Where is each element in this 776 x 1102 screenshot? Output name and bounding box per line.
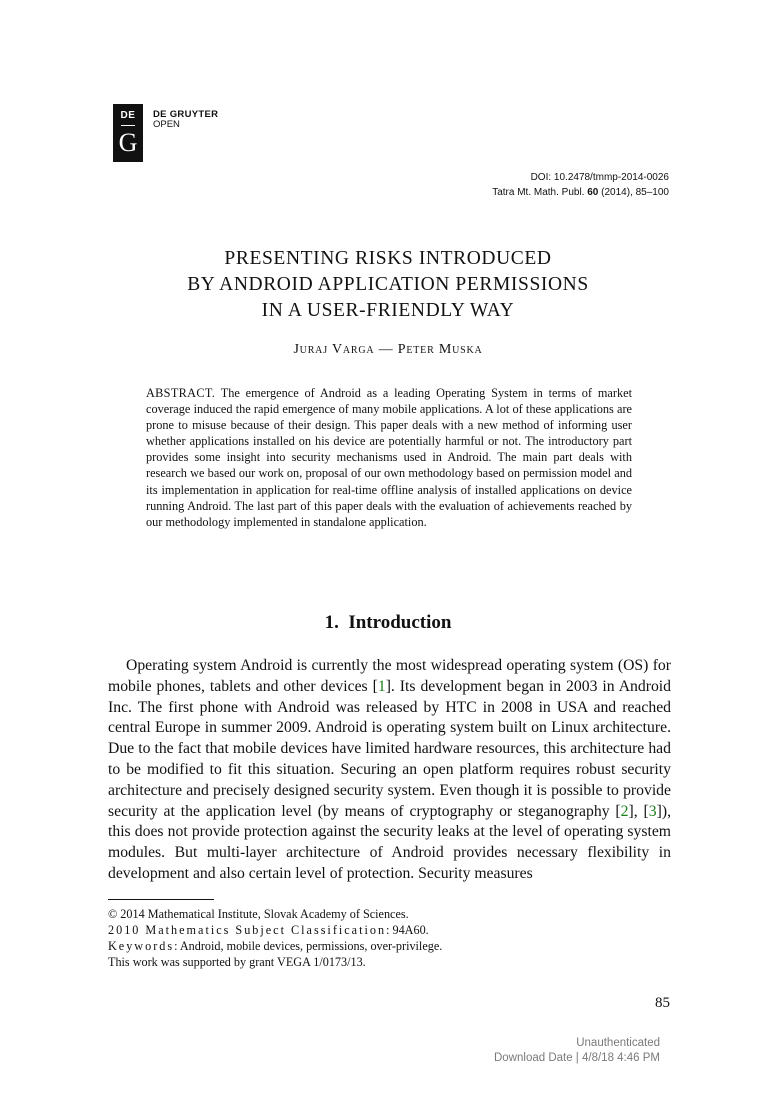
section-number: 1. [324, 612, 339, 633]
logo-g-letter: G [118, 128, 138, 157]
abstract-text: The emergence of Android as a leading Operating System in terms of market coverage induced the rapid emergence of many mobile applications. A lot of these applications are prone to misuse because of their design. This paper deals with a new method of informing user whether applications installed on his device are potentially harmful or not. The introductory part provides some insight into security mechanisms used in Android. The main part deals with research we based our work on, proposal of our own methodology based on permission model and its implementation in application for real-time offline analysis of installed applications on device running Android. The last part of this paper deals with the evaluation of achievements reached by our methodology implemented in standalone application. [146, 386, 632, 529]
journal-volume: 60 [587, 187, 599, 198]
msc-value: : 94A60. [386, 923, 429, 937]
body-text-part-4: ]), this does not provide protection against the security leaks at the level of operating system modules. But multi-layer architecture of Android provides necessary flexibility in development and also certain level of protection. Security measures [108, 802, 671, 882]
footnote-rule [108, 899, 214, 900]
abstract [146, 385, 632, 530]
logo-de-text: DE [120, 110, 136, 121]
authors: Juraj Varga — Peter Muska [293, 342, 483, 357]
publisher-name [153, 110, 218, 130]
doi: DOI: 10.2478/tmmp-2014-0026 [530, 172, 669, 183]
title-line-1: PRESENTING RISKS INTRODUCED [224, 248, 552, 269]
footnote-copyright: © 2014 Mathematical Institute, Slovak Academy of Sciences. [108, 907, 409, 921]
body-paragraph [108, 656, 671, 885]
publisher-name-line1: DE GRUYTER [153, 109, 219, 120]
citation-link-3[interactable]: 3 [648, 802, 657, 820]
title-line-2: BY ANDROID APPLICATION PERMISSIONS [187, 274, 589, 295]
keywords-label: Keywords [108, 939, 175, 953]
title-line-3: IN A USER-FRIENDLY WAY [261, 300, 515, 321]
journal-prefix: Tatra Mt. Math. Publ. [492, 187, 588, 198]
section-heading [108, 612, 668, 634]
msc-label: 2010 Mathematics Subject Classification [108, 923, 387, 937]
footnotes [108, 906, 671, 970]
journal-reference [492, 185, 669, 200]
paper-title [108, 246, 668, 324]
article-meta [492, 170, 669, 200]
footnote-keywords [108, 938, 671, 954]
footnote-grant: This work was supported by grant VEGA 1/0173/13. [108, 955, 366, 969]
body-text-part-2: ]. Its development began in 2003 in Android Inc. The first phone with Android was released by HTC in 2008 in USA and reached central Europe in summer 2009. Android is operating system built on Linux architecture. Due to the fact that mobile devices have limited hardware resources, this architecture had to be modified to fit this situation. Securing an open platform requires robust security architecture and precisely designed security system. Even though it is possible to provide security at the application level (by means of cryptography or steganography [ [108, 677, 671, 820]
citation-link-2[interactable]: 2 [620, 802, 629, 820]
body-text-part-1: Operating system Android is currently the most widespread operating system (OS) for mobile phones, tablets and other devices [ [108, 657, 671, 695]
journal-suffix: (2014), 85–100 [598, 187, 669, 198]
citation-link-1[interactable]: 1 [377, 677, 386, 695]
section-title-text: Introduction [348, 612, 452, 633]
publisher-name-line2: OPEN [153, 119, 180, 130]
keywords-value: : Android, mobile devices, permissions, over-privilege. [174, 939, 443, 953]
download-status: Unauthenticated [576, 1037, 660, 1049]
abstract-label: ABSTRACT. [146, 386, 216, 400]
page-number: 85 [655, 995, 670, 1011]
body-text-part-3: ], [ [628, 802, 649, 820]
logo-divider [121, 125, 135, 126]
download-date: Download Date | 4/8/18 4:46 PM [493, 1052, 660, 1064]
publisher-logo [113, 104, 143, 162]
footnote-msc [108, 922, 671, 938]
download-stamp [494, 1036, 660, 1066]
